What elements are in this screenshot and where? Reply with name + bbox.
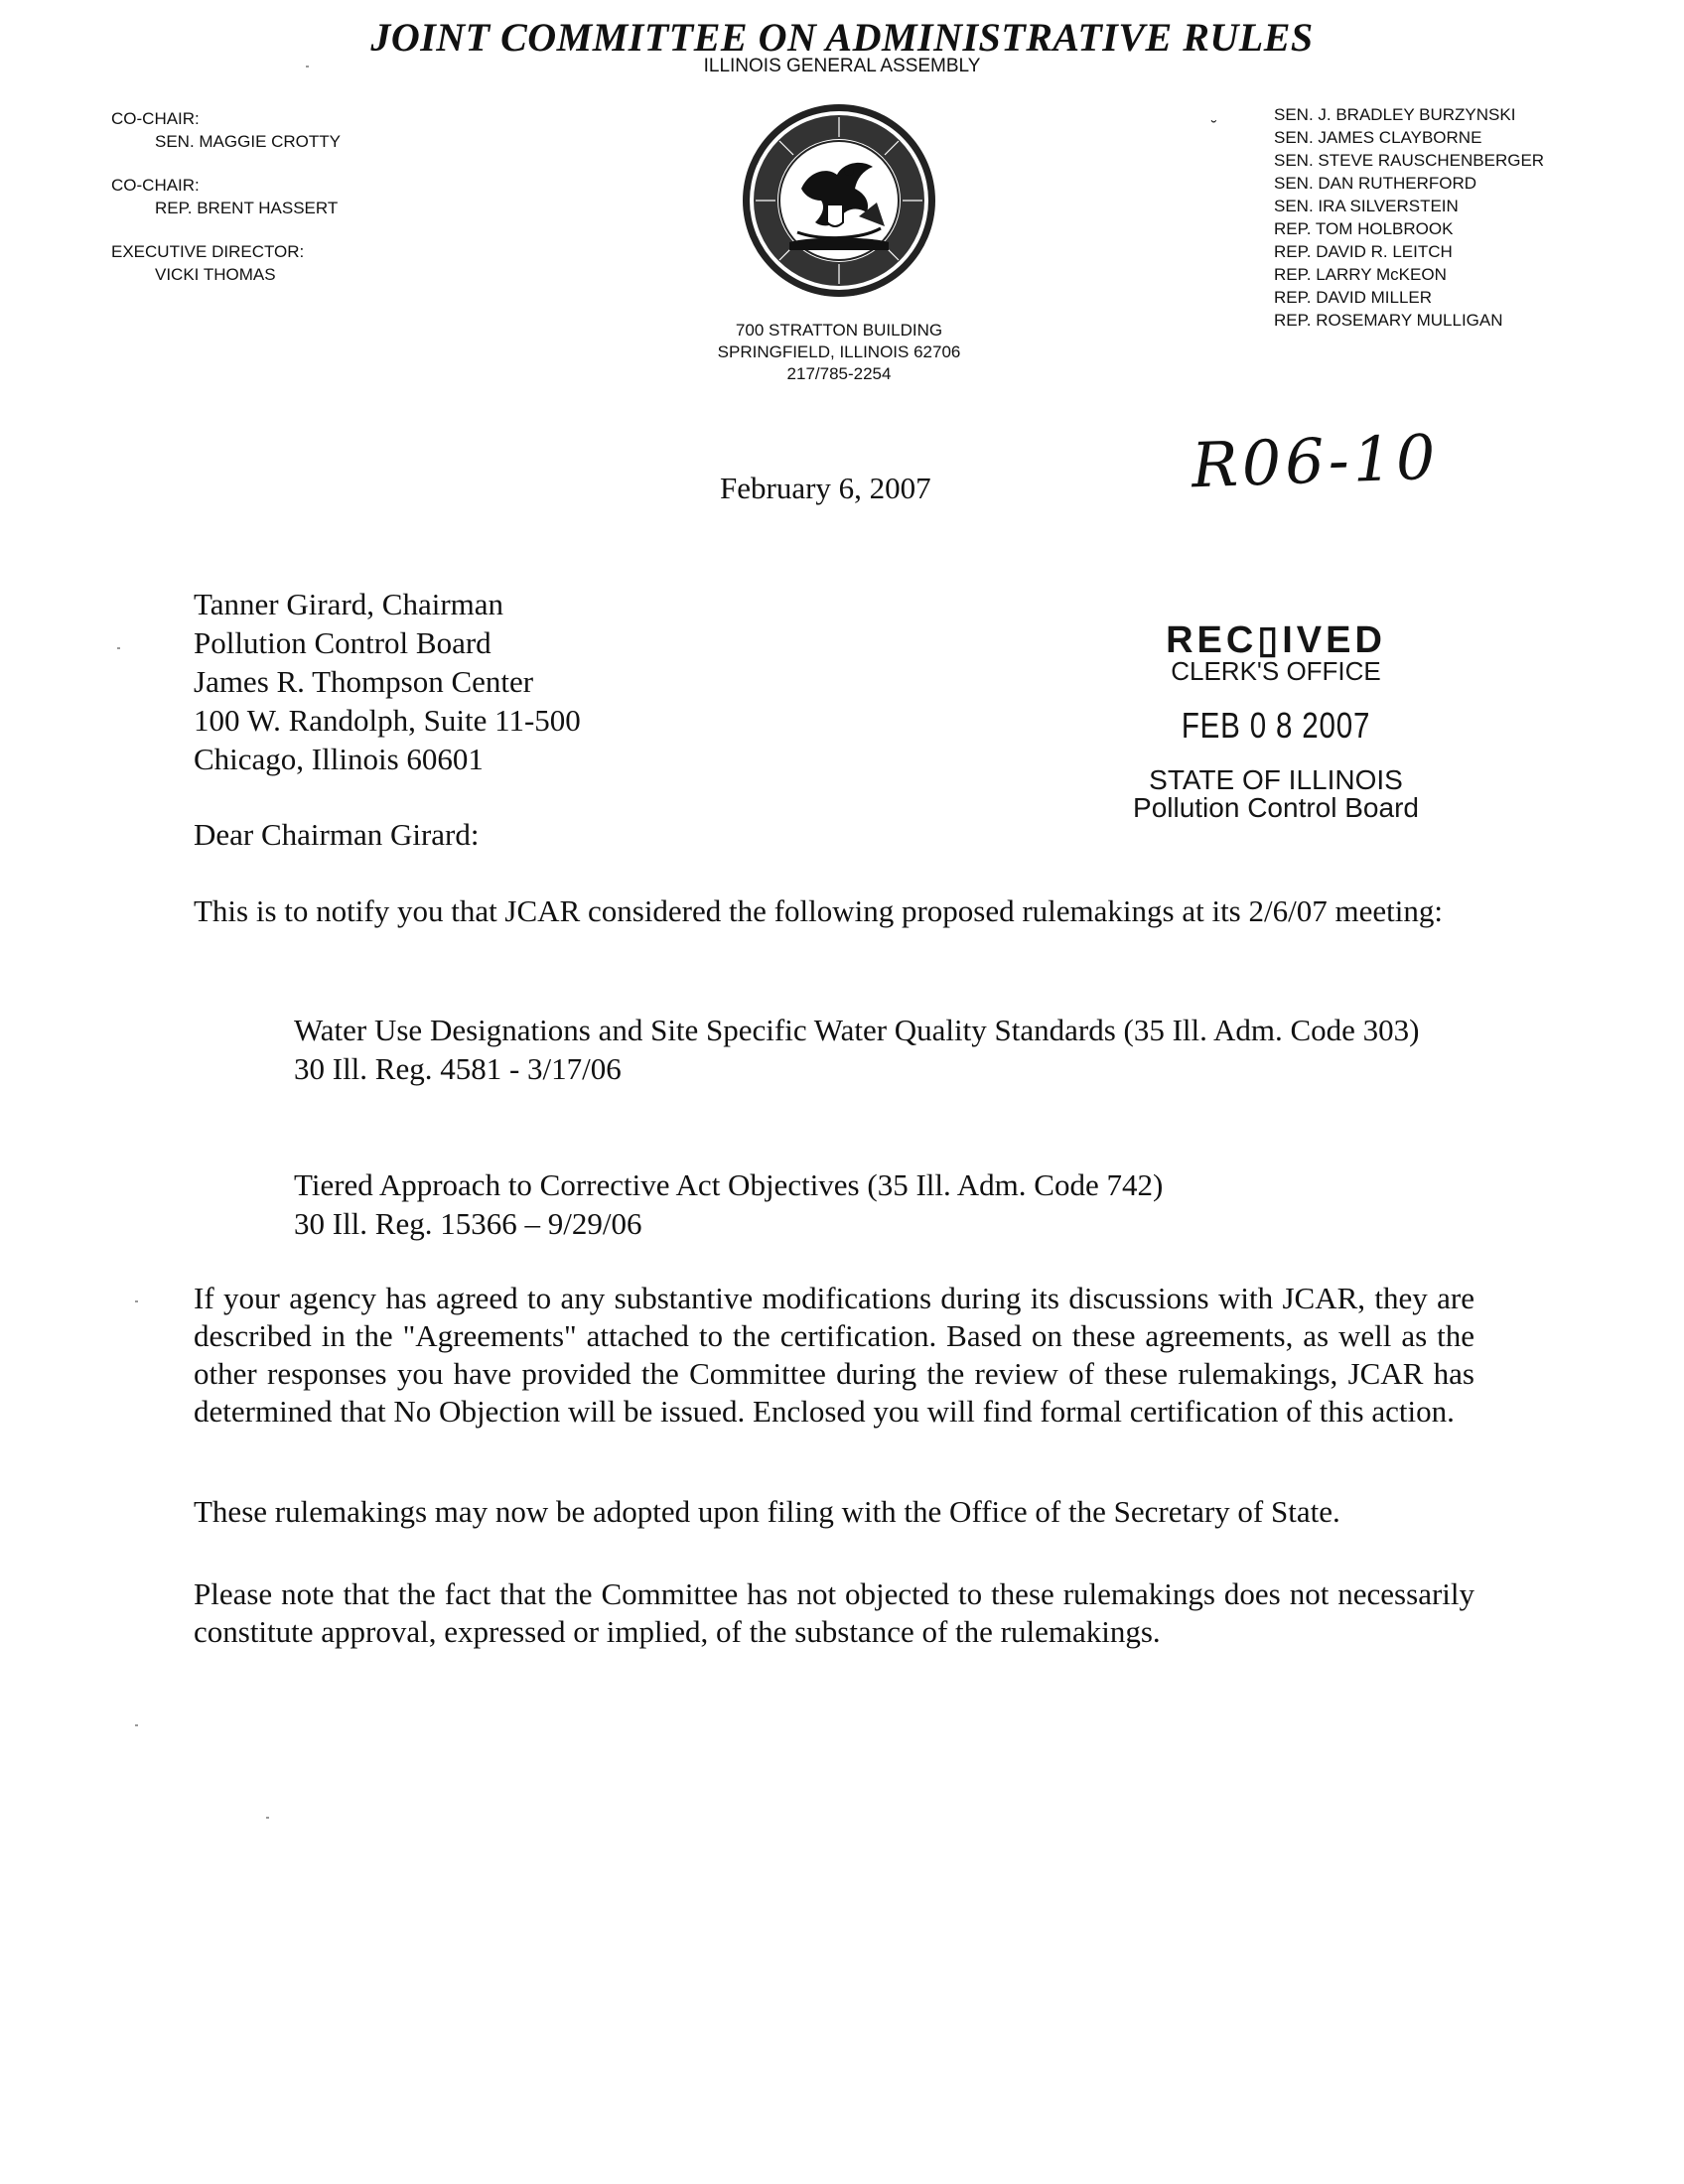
member-name: SEN. DAN RUTHERFORD — [1274, 174, 1477, 193]
stamp-office: CLERK'S OFFICE — [1171, 656, 1381, 686]
scan-speck — [306, 66, 309, 68]
member-name: REP. DAVID MILLER — [1274, 288, 1433, 307]
body-paragraph: Please note that the fact that the Committee has not objected to these rulemakings does not necessarily constitute approval, expressed or implied, of the substance of the rulemakings. — [194, 1576, 1474, 1649]
salutation: Dear Chairman Girard: — [194, 817, 480, 852]
body-paragraph: These rulemakings may now be adopted upon filing with the Office of the Secretary of State. — [194, 1494, 1340, 1529]
state-seal-icon — [740, 101, 938, 300]
address-line: 700 STRATTON BUILDING — [735, 321, 943, 340]
scan-speck — [117, 647, 120, 649]
officer-name: VICKI THOMAS — [155, 265, 276, 284]
scan-speck — [135, 1724, 138, 1726]
officer-entry — [111, 107, 341, 153]
rulemaking-item — [294, 1011, 1475, 1088]
body-paragraph: If your agency has agreed to any substantive modifications during its discussions with JCAR, they are described in the "Agreements" attached to the certification. Based on these agreements, as well as the other responses you have provided the Committee during the review of these rulemakings, JCAR has determined that No Objection will be issued. Enclosed you will find formal certification of this action. — [194, 1281, 1474, 1429]
letterhead-title: JOINT COMMITTEE ON ADMINISTRATIVE RULES — [370, 15, 1314, 60]
recipient-address — [194, 585, 581, 778]
member-name: REP. ROSEMARY MULLIGAN — [1274, 311, 1503, 330]
member-name: REP. TOM HOLBROOK — [1274, 219, 1454, 238]
body-paragraph: This is to notify you that JCAR considered the following proposed rulemakings at its 2/6/07 meeting: — [194, 893, 1443, 928]
rulemaking-register: 30 Ill. Reg. 4581 - 3/17/06 — [294, 1051, 622, 1086]
officer-role: EXECUTIVE DIRECTOR: — [111, 242, 305, 261]
officer-role: CO-CHAIR: — [111, 176, 200, 195]
letter-date: February 6, 2007 — [720, 471, 931, 505]
officer-name: REP. BRENT HASSERT — [155, 199, 339, 217]
member-name: SEN. J. BRADLEY BURZYNSKI — [1274, 105, 1516, 124]
letterhead-subtitle: ILLINOIS GENERAL ASSEMBLY — [703, 56, 981, 76]
recipient-line: Pollution Control Board — [194, 625, 491, 660]
scan-speck — [266, 1817, 269, 1819]
rulemaking-title: Water Use Designations and Site Specific Water Quality Standards (35 Ill. Adm. Code 303) — [294, 1013, 1420, 1047]
scan-speck — [135, 1300, 138, 1302]
address-line: SPRINGFIELD, ILLINOIS 62706 — [717, 342, 961, 361]
stray-mark: ˘ — [1211, 119, 1217, 136]
member-name: SEN. STEVE RAUSCHENBERGER — [1274, 151, 1545, 170]
recipient-line: 100 W. Randolph, Suite 11-500 — [194, 703, 581, 738]
officers-block — [111, 107, 341, 307]
members-list — [1274, 103, 1544, 332]
rulemaking-title: Tiered Approach to Corrective Act Objectives (35 Ill. Adm. Code 742) — [294, 1167, 1164, 1202]
stamp-state: STATE OF ILLINOIS — [1149, 764, 1403, 795]
recipient-line: Tanner Girard, Chairman — [194, 587, 504, 621]
officer-entry — [111, 174, 341, 219]
received-stamp — [1112, 617, 1440, 824]
rulemaking-item — [294, 1165, 1475, 1243]
stamp-received: REC▯IVED — [1166, 619, 1386, 661]
member-name: REP. DAVID R. LEITCH — [1274, 242, 1453, 261]
handwritten-docket-number: R06-10 — [1190, 420, 1441, 502]
recipient-line: James R. Thompson Center — [194, 664, 534, 699]
member-name: SEN. JAMES CLAYBORNE — [1274, 128, 1482, 147]
committee-address — [695, 320, 983, 385]
officer-name: SEN. MAGGIE CROTTY — [155, 132, 342, 151]
rulemaking-register: 30 Ill. Reg. 15366 – 9/29/06 — [294, 1206, 642, 1241]
officer-entry — [111, 240, 341, 286]
officer-role: CO-CHAIR: — [111, 109, 200, 128]
member-name: SEN. IRA SILVERSTEIN — [1274, 197, 1459, 215]
stamp-board: Pollution Control Board — [1133, 792, 1419, 823]
member-name: REP. LARRY McKEON — [1274, 265, 1447, 284]
stamp-date: FEB 0 8 2007 — [1181, 705, 1371, 746]
recipient-line: Chicago, Illinois 60601 — [194, 742, 484, 776]
address-phone: 217/785-2254 — [786, 364, 892, 383]
